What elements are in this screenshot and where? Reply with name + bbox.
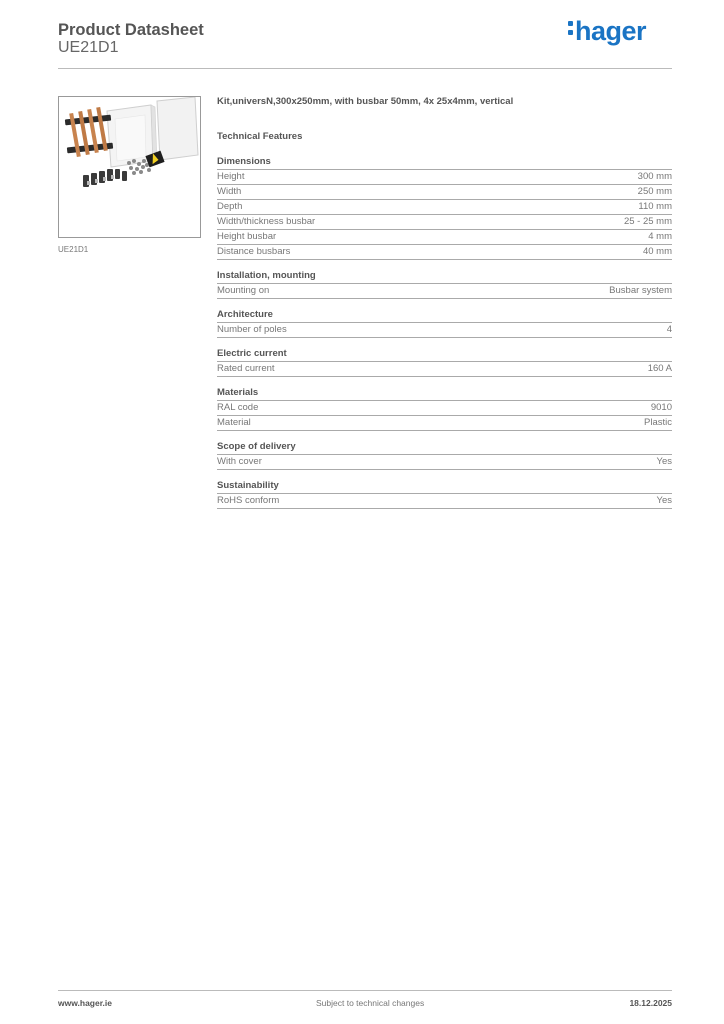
hager-logo <box>568 14 646 48</box>
feature-value: 9010 <box>650 402 672 413</box>
feature-row <box>217 170 672 185</box>
feature-label: Depth <box>217 201 243 212</box>
feature-value: 250 mm <box>637 186 672 197</box>
feature-value: Yes <box>656 495 672 506</box>
feature-value: 300 mm <box>637 171 672 182</box>
feature-row <box>217 230 672 245</box>
technical-content <box>217 96 672 519</box>
feature-row <box>217 362 672 377</box>
feature-row <box>217 494 672 509</box>
product-description: Kit,universN,300x250mm, with busbar 50mm, 4x 25x4mm, vertical <box>217 96 514 107</box>
feature-group-title: Architecture <box>217 309 672 323</box>
technical-features-heading: Technical Features <box>217 131 303 142</box>
product-kit-illustration <box>59 97 200 237</box>
image-caption: UE21D1 <box>58 245 89 254</box>
feature-value: Plastic <box>644 417 672 428</box>
feature-label: RoHS conform <box>217 495 280 506</box>
feature-row <box>217 401 672 416</box>
feature-label: Width <box>217 186 242 197</box>
logo-colon-icon <box>568 16 574 40</box>
feature-groups <box>217 156 672 509</box>
header-divider <box>58 68 672 69</box>
feature-group-title: Sustainability <box>217 480 672 494</box>
feature-row <box>217 245 672 260</box>
feature-group-title: Installation, mounting <box>217 270 672 284</box>
feature-value: 4 mm <box>648 231 672 242</box>
feature-group <box>217 309 672 338</box>
feature-group <box>217 480 672 509</box>
feature-row <box>217 455 672 470</box>
feature-label: Distance busbars <box>217 246 291 257</box>
feature-label: Width/thickness busbar <box>217 216 316 227</box>
feature-label: Mounting on <box>217 285 270 296</box>
feature-value: 25 - 25 mm <box>623 216 672 227</box>
feature-row <box>217 215 672 230</box>
feature-group-title: Scope of delivery <box>217 441 672 455</box>
feature-row <box>217 200 672 215</box>
feature-row <box>217 416 672 431</box>
feature-value: 40 mm <box>642 246 672 257</box>
feature-label: Number of poles <box>217 324 287 335</box>
logo-text: hager <box>575 16 647 46</box>
busbar-assembly-icon <box>65 107 113 157</box>
footer-date: 18.12.2025 <box>629 998 672 1008</box>
footer-website[interactable]: www.hager.ie <box>58 998 113 1008</box>
feature-value: 4 <box>666 324 672 335</box>
feature-group <box>217 156 672 260</box>
feature-row <box>217 323 672 338</box>
feature-group <box>217 270 672 299</box>
feature-row <box>217 185 672 200</box>
product-image <box>58 96 201 238</box>
feature-value: 160 A <box>647 363 672 374</box>
page-title: Product Datasheet <box>58 21 204 39</box>
feature-label: Material <box>217 417 251 428</box>
feature-group-title: Materials <box>217 387 672 401</box>
terminals-icon <box>83 169 127 187</box>
feature-row <box>217 284 672 299</box>
footer-divider <box>58 990 672 991</box>
feature-value: Yes <box>656 456 672 467</box>
product-code: UE21D1 <box>58 39 119 56</box>
feature-value: Busbar system <box>609 285 672 296</box>
feature-label: Height <box>217 171 245 182</box>
feature-label: Rated current <box>217 363 275 374</box>
feature-label: Height busbar <box>217 231 277 242</box>
feature-value: 110 mm <box>638 201 672 212</box>
feature-group <box>217 387 672 431</box>
footer-note: Subject to technical changes <box>316 998 425 1008</box>
feature-group <box>217 348 672 377</box>
feature-label: With cover <box>217 456 262 467</box>
feature-label: RAL code <box>217 402 259 413</box>
feature-group-title: Dimensions <box>217 156 672 170</box>
feature-group <box>217 441 672 470</box>
feature-group-title: Electric current <box>217 348 672 362</box>
